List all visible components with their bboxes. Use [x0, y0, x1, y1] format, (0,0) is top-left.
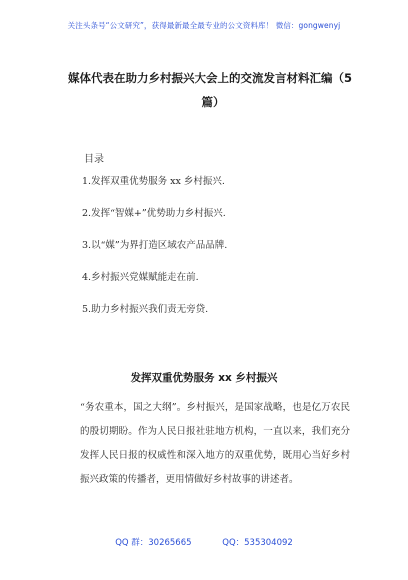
footer-qq-group: QQ 群：30265665	[115, 538, 192, 548]
footer-contact	[0, 536, 408, 548]
toc-item[interactable]: 1.发挥双重优势服务 xx 乡村振兴.	[82, 176, 225, 187]
toc-item[interactable]: 4.乡村振兴党媒赋能走在前.	[82, 272, 199, 283]
toc-item[interactable]: 5.助力乡村振兴我们责无旁贷.	[82, 304, 209, 315]
document-title-line2: 篇）	[201, 95, 225, 109]
footer-qq: QQ：535304092	[222, 538, 293, 548]
header-promo-note: 关注头条号“公文研究”，获得最新最全最专业的公文资料库！ 微信：gongwenyj	[67, 21, 341, 30]
section-heading: 发挥双重优势服务 xx 乡村振兴	[130, 372, 278, 384]
section-paragraph: “务农重本，国之大纲”。乡村振兴，是国家战略，也是亿万农民的殷切期盼。作为人民日报社驻地方机构，一直以来，我们充分发挥人民日报的权威性和深入地方的双重优势，既用心当好乡村振兴政策的传播者，更用情做好乡村故事的讲述者。	[80, 402, 350, 485]
toc-list	[82, 175, 227, 335]
toc-item[interactable]: 3.以“媒”为界打造区域农产品品牌.	[82, 240, 228, 251]
document-title	[68, 66, 358, 114]
toc-heading: 目录	[84, 154, 104, 165]
document-title-line1: 媒体代表在助力乡村振兴大会上的交流发言材料汇编（5	[68, 71, 352, 85]
toc-item[interactable]: 2.发挥“智媒+”优势助力乡村振兴.	[82, 208, 226, 219]
